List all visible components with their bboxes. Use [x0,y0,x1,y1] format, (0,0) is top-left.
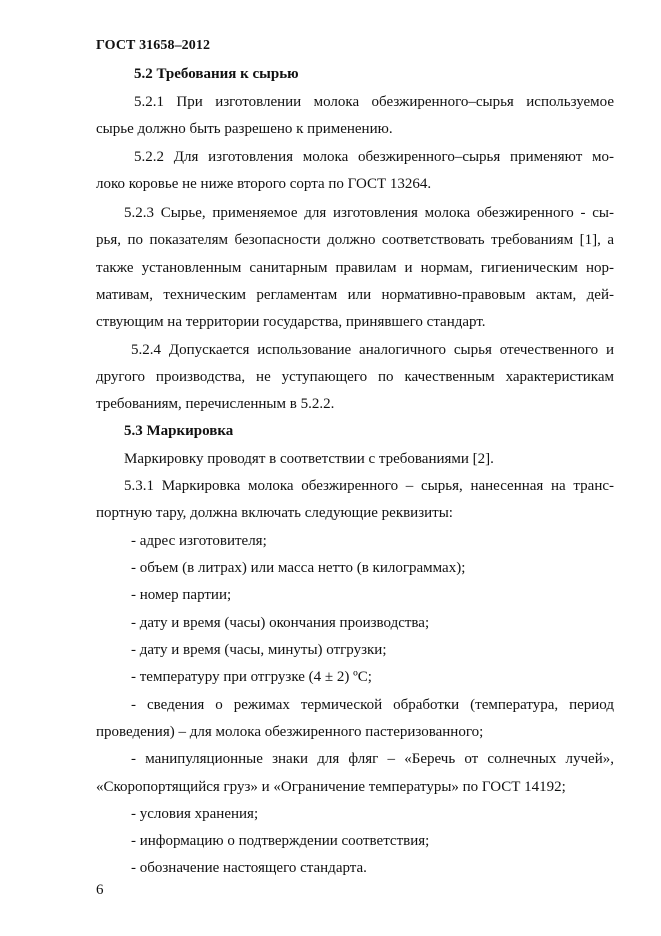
list-item-conformity-info: - информацию о подтверждении соответствия; [131,833,430,849]
paragraph-5-3-intro: Маркировку проводят в соответствии с требованиями [2]. [124,451,494,467]
paragraph-5-2-4-line-1: 5.2.4 Допускается использование аналогичного сырья отечественного и [131,342,614,358]
list-item-standard-designation: - обозначение настоящего стандарта. [131,860,367,876]
paragraph-5-2-3-line-1: 5.2.3 Сырье, применяемое для изготовления молока обезжиренного - сы- [124,205,614,221]
paragraph-5-2-3-line-3: также установленным санитарным правилам и нормам, гигиеническим нор- [96,260,614,276]
paragraph-5-2-3-line-2: рья, по показателям безопасности должно соответствовать требованиям [1], а [96,232,614,248]
paragraph-5-2-3-line-5: ствующим на территории государства, принявшего стандарт. [96,314,486,330]
section-title-5-2: 5.2 Требования к сырью [134,66,299,82]
list-item-shipment-temperature: - температуру при отгрузке (4 ± 2) ºС; [131,669,372,685]
standard-header: ГОСТ 31658–2012 [96,38,211,53]
list-item-handling-marks-line-1: - манипуляционные знаки для фляг – «Беречь от солнечных лучей», [131,751,614,767]
list-item-batch-number: - номер партии; [131,587,232,603]
list-item-shipment-date: - дату и время (часы, минуты) отгрузки; [131,642,387,658]
list-item-handling-marks-line-2: «Скоропортящийся груз» и «Ограничение температуры» по ГОСТ 14192; [96,779,566,795]
paragraph-5-3-1-line-1: 5.3.1 Маркировка молока обезжиренного – сырья, нанесенная на транс- [124,478,614,494]
paragraph-5-2-1-line-1: 5.2.1 При изготовлении молока обезжиренного–сырья используемое [134,94,614,110]
list-item-storage-conditions: - условия хранения; [131,806,259,822]
paragraph-5-2-1-line-2: сырье должно быть разрешено к применению. [96,121,393,137]
section-title-5-3: 5.3 Маркировка [124,423,234,439]
list-item-heat-treatment-line-1: - сведения о режимах термической обработки (температура, период [131,697,614,713]
list-item-production-end-date: - дату и время (часы) окончания производства; [131,615,430,631]
paragraph-5-2-4-line-2: другого производства, не уступающего по качественным характеристикам [96,369,614,385]
paragraph-5-2-2-line-1: 5.2.2 Для изготовления молока обезжиренного–сырья применяют мо- [134,149,614,165]
paragraph-5-2-4-line-3: требованиям, перечисленным в 5.2.2. [96,396,335,412]
paragraph-5-2-3-line-4: мативам, техническим регламентам или нормативно-правовым актам, дей- [96,287,614,303]
page-number: 6 [96,882,104,898]
list-item-volume-or-mass: - объем (в литрах) или масса нетто (в килограммах); [131,560,466,576]
list-item-manufacturer-address: - адрес изготовителя; [131,533,267,549]
paragraph-5-3-1-line-2: портную тару, должна включать следующие реквизиты: [96,505,453,521]
paragraph-5-2-2-line-2: локо коровье не ниже второго сорта по ГОСТ 13264. [96,176,432,192]
list-item-heat-treatment-line-2: проведения) – для молока обезжиренного пастеризованного; [96,724,484,740]
